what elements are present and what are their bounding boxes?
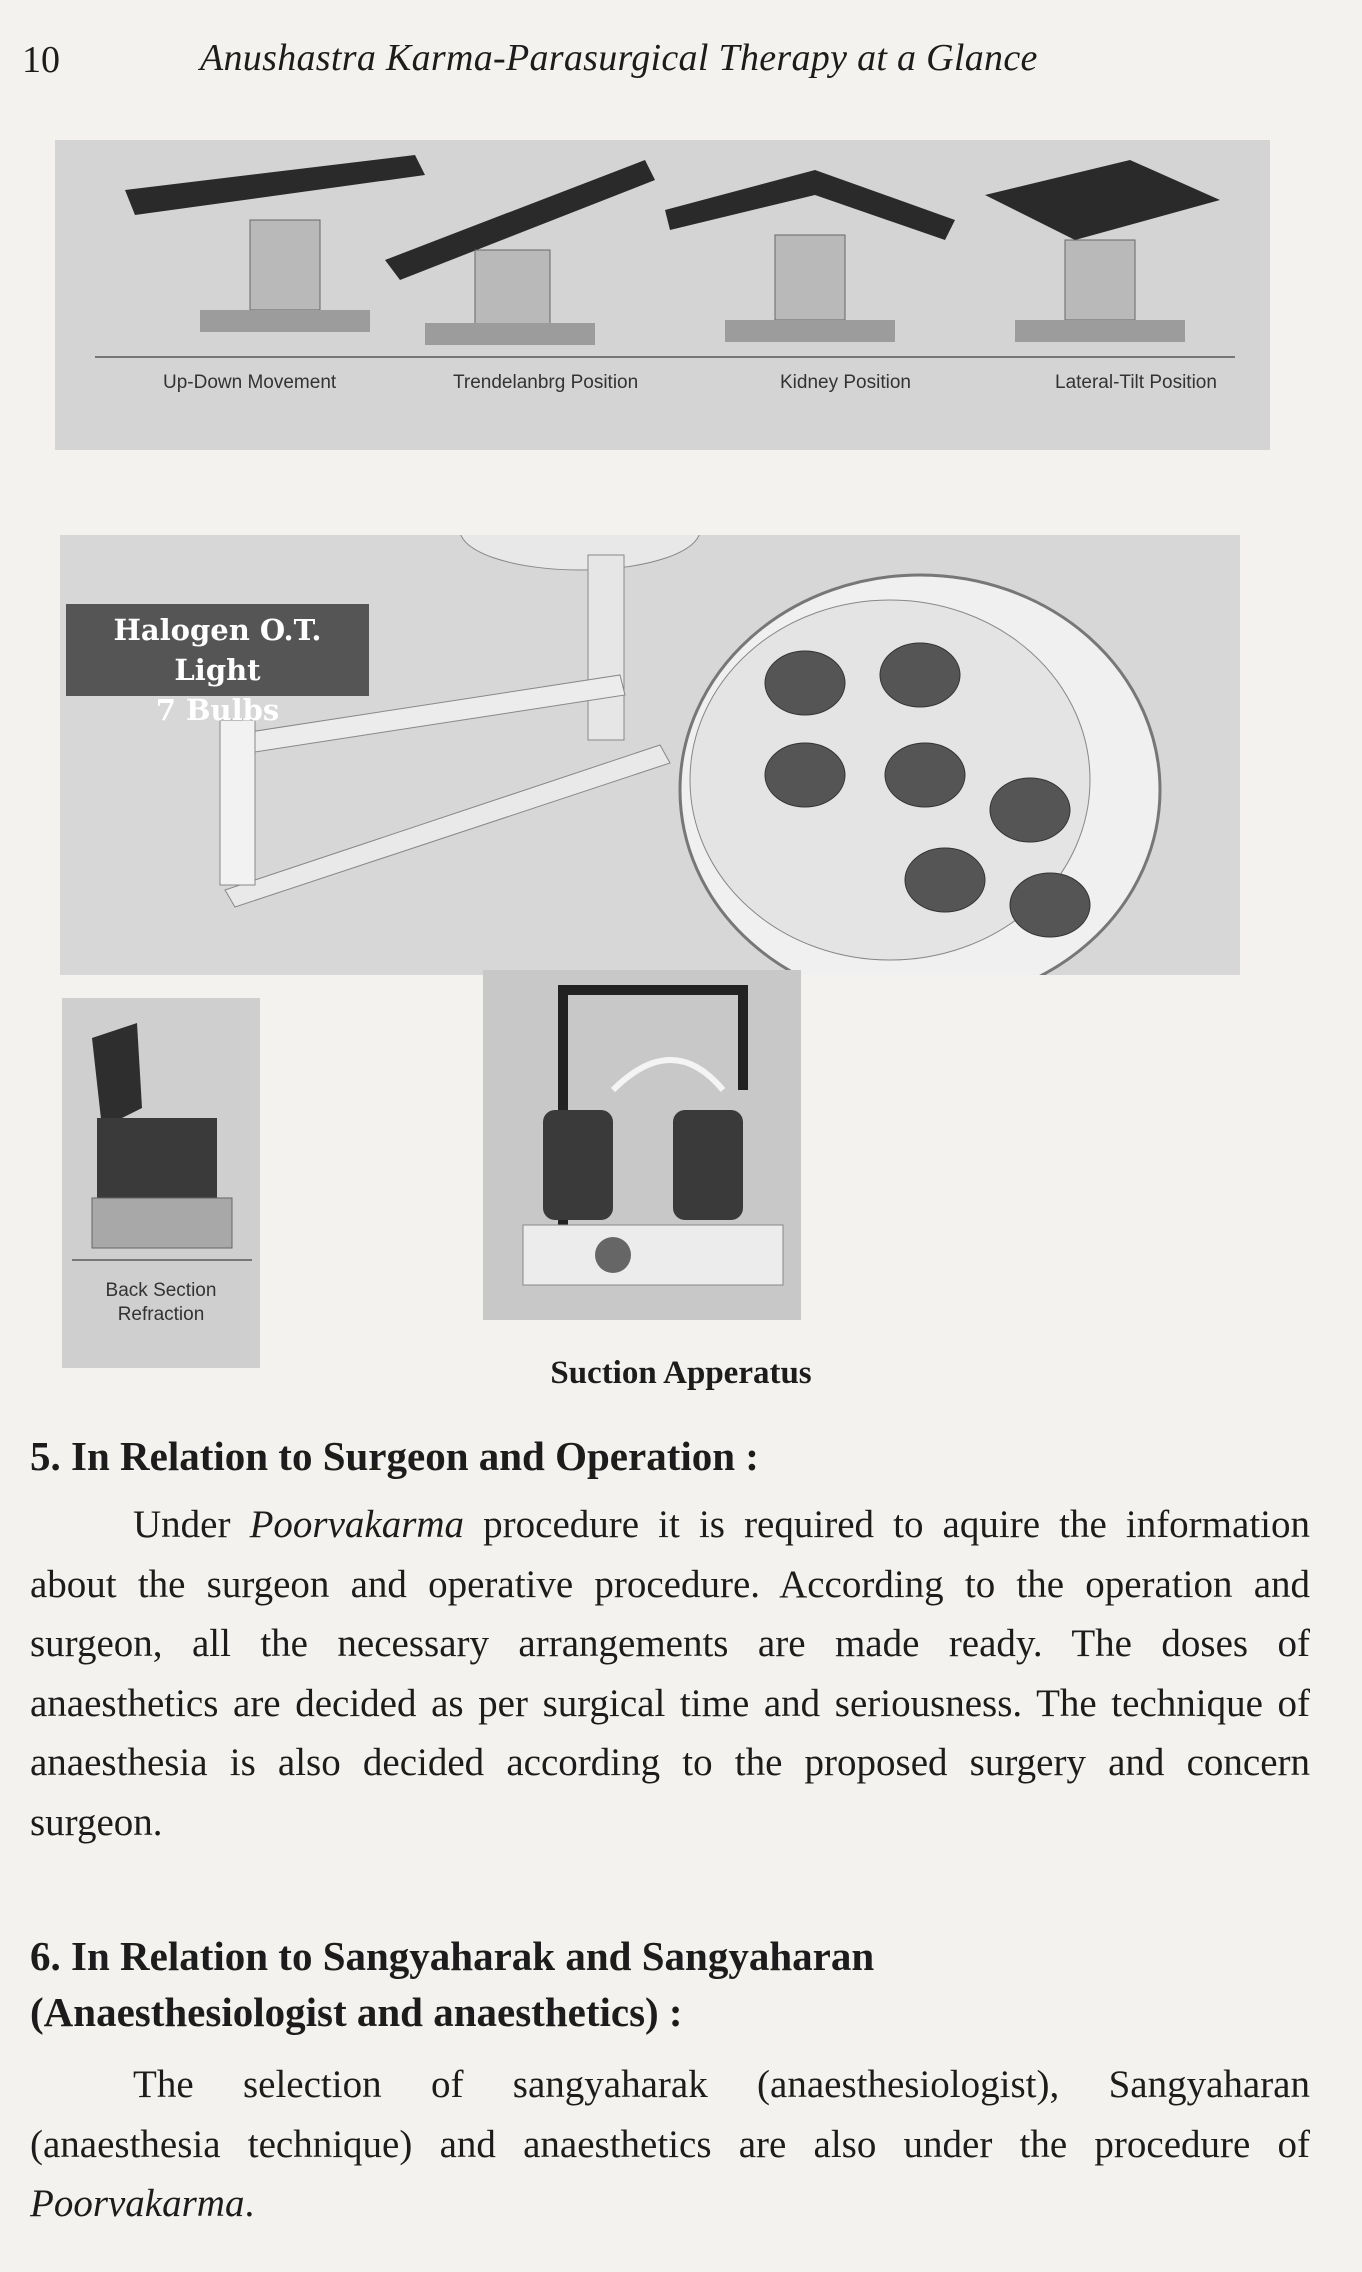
back-section-caption-line1: Back Section [105, 1280, 217, 1301]
back-section-caption-line2: Refraction [117, 1304, 205, 1325]
ot-light-label [66, 604, 369, 727]
caption-up-down: Up-Down Movement [163, 372, 337, 393]
caption-kidney: Kidney Position [780, 372, 911, 393]
section6-paragraph: The selection of sangyaharak (anaesthesiologist), Sangyaharan (anaesthesia technique) and anaesthetics are also under the procedure of Poorvakarma. [30, 2063, 1310, 2225]
section5-heading: 5. In Relation to Surgeon and Operation : [30, 1433, 759, 1479]
ot-light-photo [60, 535, 1240, 975]
section5-paragraph: Under Poorvakarma procedure it is required to aquire the information about the surgeon and operative procedure. According to the operation and surgeon, all the necessary arrangements are made ready. The doses of anaesthetics are decided as per surgical time and seriousness. The technique of anaesthesia is also decided according to the proposed surgery and concern surgeon. [30, 1503, 1310, 1844]
poorvakarma-term: Poorvakarma [249, 1503, 465, 1546]
back-section-illustration [62, 998, 260, 1368]
caption-trendelenburg: Trendelanbrg Position [453, 372, 639, 393]
ot-light-label-line1: Halogen O.T. Light [113, 613, 322, 687]
poorvakarma-term-2: Poorvakarma [30, 2182, 245, 2225]
operating-tables-illustration [55, 140, 1270, 450]
suction-apparatus-photo [483, 970, 801, 1320]
running-title: Anushastra Karma-Parasurgical Therapy at a Glance [200, 37, 1038, 79]
ot-light-label-line2: 7 Bulbs [155, 693, 280, 727]
back-section-photo [62, 998, 260, 1368]
caption-lateral-tilt: Lateral-Tilt Position [1055, 372, 1217, 393]
page-number: 10 [22, 39, 60, 81]
suction-apparatus-caption: Suction Apperatus [550, 1355, 812, 1391]
suction-apparatus-illustration [483, 970, 801, 1320]
section6-heading-line2: (Anaesthesiologist and anaesthetics) : [30, 1989, 683, 2035]
operating-tables-photo [55, 140, 1270, 450]
ot-light-illustration [60, 535, 1240, 975]
section6-heading-line1: 6. In Relation to Sangyaharak and Sangyaharan [30, 1933, 875, 1979]
